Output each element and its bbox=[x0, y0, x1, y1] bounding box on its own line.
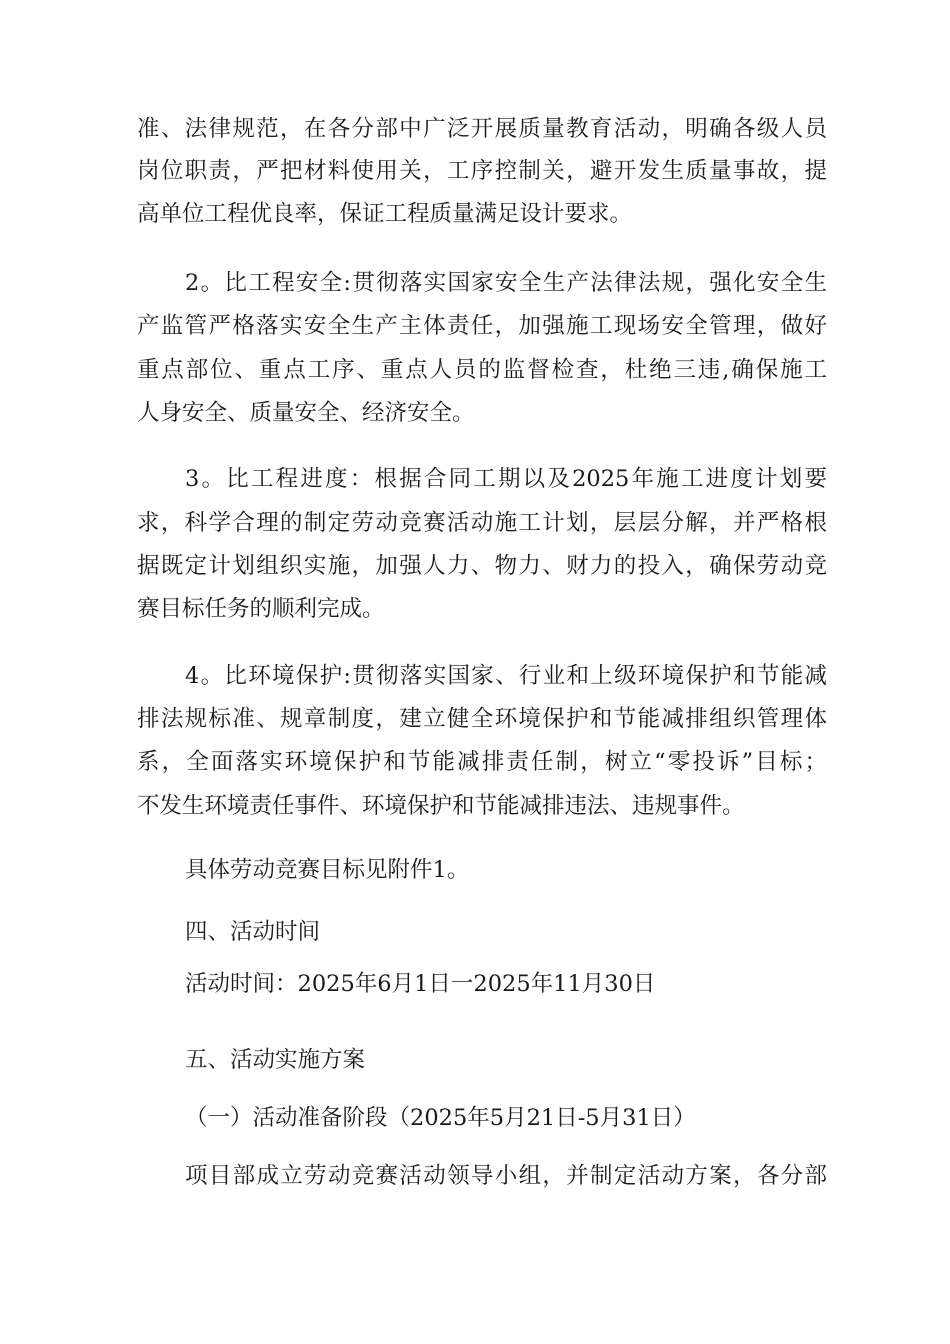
paragraph-environment-line-2: 排法规标准、规章制度，建立健全环境保护和节能减排组织管理体 bbox=[137, 706, 827, 732]
stage-1-text: 项目部成立劳动竞赛活动领导小组，并制定活动方案，各分部 bbox=[185, 1163, 827, 1189]
annex-note: 具体劳动竞赛目标见附件1。 bbox=[185, 857, 470, 883]
paragraph-safety-line-2: 产监管严格落实安全生产主体责任，加强施工现场安全管理，做好 bbox=[137, 313, 827, 339]
paragraph-environment-line-3: 系，全面落实环境保护和节能减排责任制，树立“零投诉”目标； bbox=[137, 749, 827, 775]
paragraph-quality-line-3: 高单位工程优良率，保证工程质量满足设计要求。 bbox=[137, 201, 633, 227]
paragraph-environment-line-1: 4。比环境保护:贯彻落实国家、行业和上级环境保护和节能减 bbox=[185, 663, 827, 689]
paragraph-safety-line-3: 重点部位、重点工序、重点人员的监督检查，杜绝三违,确保施工 bbox=[137, 357, 827, 383]
paragraph-safety-line-4: 人身安全、质量安全、经济安全。 bbox=[137, 400, 475, 426]
paragraph-progress-line-4: 赛目标任务的顺利完成。 bbox=[137, 596, 385, 622]
activity-time: 活动时间：2025年6月1日一2025年11月30日 bbox=[185, 971, 656, 997]
stage-1-heading: （一）活动准备阶段（2025年5月21日-5月31日） bbox=[185, 1105, 696, 1131]
paragraph-quality-line-2: 岗位职责，严把材料使用关，工序控制关，避开发生质量事故，提 bbox=[137, 158, 827, 184]
paragraph-progress-line-3: 据既定计划组织实施，加强人力、物力、财力的投入，确保劳动竞 bbox=[137, 553, 827, 579]
paragraph-safety-line-1: 2。比工程安全:贯彻落实国家安全生产法律法规，强化安全生 bbox=[185, 270, 827, 296]
paragraph-environment-line-4: 不发生环境责任事件、环境保护和节能减排违法、违规事件。 bbox=[137, 793, 745, 819]
paragraph-progress-line-2: 求，科学合理的制定劳动竞赛活动施工计划，层层分解，并严格根 bbox=[137, 510, 827, 536]
section-4-heading: 四、活动时间 bbox=[185, 919, 321, 945]
paragraph-progress-line-1: 3。比工程进度：根据合同工期以及2025年施工进度计划要 bbox=[185, 466, 827, 492]
section-5-heading: 五、活动实施方案 bbox=[185, 1047, 366, 1073]
paragraph-quality-line-1: 准、法律规范，在各分部中广泛开展质量教育活动，明确各级人员 bbox=[137, 116, 827, 142]
